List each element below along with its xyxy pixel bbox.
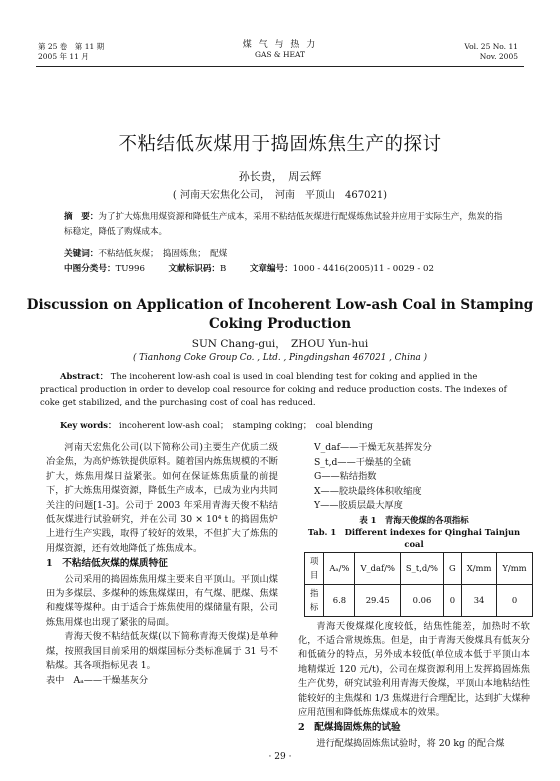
journal-volume-en	[464, 42, 518, 62]
table-caption-cn: 表 1 青海天俊煤的各项指标	[359, 514, 469, 525]
clc-label: 中图分类号：	[64, 264, 116, 274]
abstract-en-label: Abstract：	[60, 371, 109, 381]
title-en: Discussion on Application of Incoherent Low-ash Coal in Stamping Coking Production	[26, 297, 534, 332]
legend-item: Y——胶质层最大厚度	[314, 500, 403, 512]
keywords-cn	[64, 248, 524, 261]
table-header-row	[305, 552, 533, 584]
abstract-en-text: The incoherent low-ash coal is used in coal blending test for coking and applied in the practical production in order to develop coal resource for coking and reduce production costs. The indexes of coke get stabilized, and the purchasing cost of coal has reduced.	[40, 371, 507, 407]
header-rule	[36, 66, 524, 67]
left-column	[46, 441, 278, 688]
header-volume-en: Vol. 25 No. 11	[464, 42, 518, 51]
page-number: · 29 ·	[268, 752, 292, 762]
authors-cn: 孙长贵， 周云辉	[238, 170, 322, 183]
section2-paragraph-1: 进行配煤捣固炼焦试验时，将 20 kg 的配合煤	[316, 737, 505, 749]
keywords-en	[60, 419, 520, 431]
header-date-cn: 2005 年 11 月	[38, 52, 89, 61]
table-header-cell: S_t,d/%	[400, 552, 443, 584]
legend-item: V_daf——干燥无灰基挥发分	[314, 442, 432, 453]
table-header-cell: V_daf/%	[355, 552, 400, 584]
abstract-cn-label: 摘 要：	[64, 212, 99, 222]
table-row	[305, 584, 533, 616]
section1-paragraph-1: 公司采用的捣固炼焦用煤主要来自平顶山。平顶山煤田为多煤层、多煤种的炼焦煤煤田，有气煤、肥煤、焦煤和瘦煤等煤种。由于适合于炼焦使用的煤储量有限，公司炼焦用煤也出现了紧张的局面。	[46, 573, 278, 628]
keywords-cn-text: 不粘结低灰煤； 捣固炼焦； 配煤	[98, 249, 228, 259]
right-paragraph-1: 青海天俊煤煤化度较低，结焦性能差，加热时不软化，不适合常规炼焦。但是，由于青海天俊煤具有低灰分和低硫分的特点，另外成本较低(单位成本低于平顶山本地精煤近 120 元/t)，公司在煤资源利用上发挥捣固炼焦生产优势，研究试验利用青海天俊煤，平顶山本地粘结性能较好的主焦煤和 1/3 焦煤进行合理配比，达到扩大煤种应用范围和降低炼焦煤成本的效果。	[298, 620, 530, 719]
right-column	[298, 441, 530, 751]
clc-value: TU996	[115, 264, 145, 274]
article-number-label: 文章编号：	[249, 264, 293, 274]
abstract-cn	[64, 210, 504, 239]
header-volume: 第 25 卷 第 11 期	[38, 42, 105, 51]
coal-index-table	[304, 552, 533, 617]
table-header-cell: 项目	[305, 552, 324, 584]
table-cell: 0	[444, 584, 462, 616]
abstract-en	[40, 370, 510, 409]
abstract-cn-text: 为了扩大炼焦用煤资源和降低生产成本，采用不粘结低灰煤进行配煤炼焦试验并应用于实际生产，焦炭的指标稳定，降低了购煤成本。	[64, 212, 503, 237]
table-cell: 6.8	[324, 584, 355, 616]
classification-line	[64, 263, 524, 276]
article-number-value: 1000 - 4416(2005)11 - 0029 - 02	[292, 264, 434, 274]
legend-item: G——粘结指数	[314, 471, 377, 483]
keywords-en-text: incoherent low-ash coal； stamping coking； coal blending	[119, 420, 373, 430]
header-date-en: Nov. 2005	[479, 52, 518, 61]
intro-paragraph: 河南天宏焦化公司(以下简称公司)主要生产优质二级冶金焦，为高炉炼铁提供原料。随着国内炼焦规模的不断扩大，炼焦用煤日益紧张。如何在保证炼焦质量的前提下，扩大炼焦用煤资源，降低生产成本，已成为业内共同关注的问题[1-3]。公司于 2003 年采用青海天俊不粘结低灰煤进行试验研究，并在公司 30 × 10⁴ t 的捣固焦炉上进行生产实践，取得了较好的效果，不但扩大了炼焦的用煤资源，还有效地降低了炼焦成本。	[46, 442, 278, 554]
doc-code-value: B	[220, 264, 227, 274]
table-header-cell: Aₐ/%	[324, 552, 355, 584]
authors-en: SUN Chang-gui， ZHOU Yun-hui	[191, 338, 369, 350]
header-journal-en: GAS & HEAT	[254, 50, 305, 59]
keywords-en-label: Key words：	[60, 420, 117, 430]
table-cell: 指标	[305, 584, 324, 616]
legend-item: X——胶块最终体积收缩度	[314, 485, 422, 497]
table-cell: 0.06	[400, 584, 443, 616]
title-cn: 不粘结低灰煤用于捣固炼焦生产的探讨	[118, 134, 442, 155]
table-header-cell: G	[444, 552, 462, 584]
legend-first-line: 表中 Aₐ——干燥基灰分	[46, 674, 149, 686]
table-caption-en: Tab. 1 Different indexes for Qinghai Tainjun coal	[307, 526, 521, 549]
table-header-cell: X/mm	[461, 552, 497, 584]
legend-item: S_t,d——干燥基的全硫	[314, 456, 411, 468]
keywords-cn-label: 关键词：	[64, 249, 99, 259]
section1-heading: 1 不粘结低灰煤的煤质特征	[46, 558, 168, 570]
table-cell: 34	[461, 584, 497, 616]
affiliation-cn: ( 河南天宏焦化公司， 河南 平顶山 467021)	[172, 190, 388, 201]
doc-code-label: 文献标识码：	[168, 264, 221, 274]
table-cell: 0	[497, 584, 532, 616]
table-cell: 29.45	[355, 584, 400, 616]
section1-paragraph-2: 青海天俊不粘结低灰煤(以下简称青海天俊煤)是单种煤，按照我国目前采用的烟煤国标分类标准属于 31 号不粘煤。其各项指标见表 1。	[46, 631, 278, 672]
section2-heading: 2 配煤捣固炼焦的试验	[298, 722, 401, 734]
affiliation-en: ( Tianhong Coke Group Co. , Ltd. , Pingdingshan 467021 , China )	[132, 353, 428, 363]
header-journal-cn: 煤 气 与 热 力	[242, 40, 318, 50]
table-header-cell: Y/mm	[497, 552, 532, 584]
